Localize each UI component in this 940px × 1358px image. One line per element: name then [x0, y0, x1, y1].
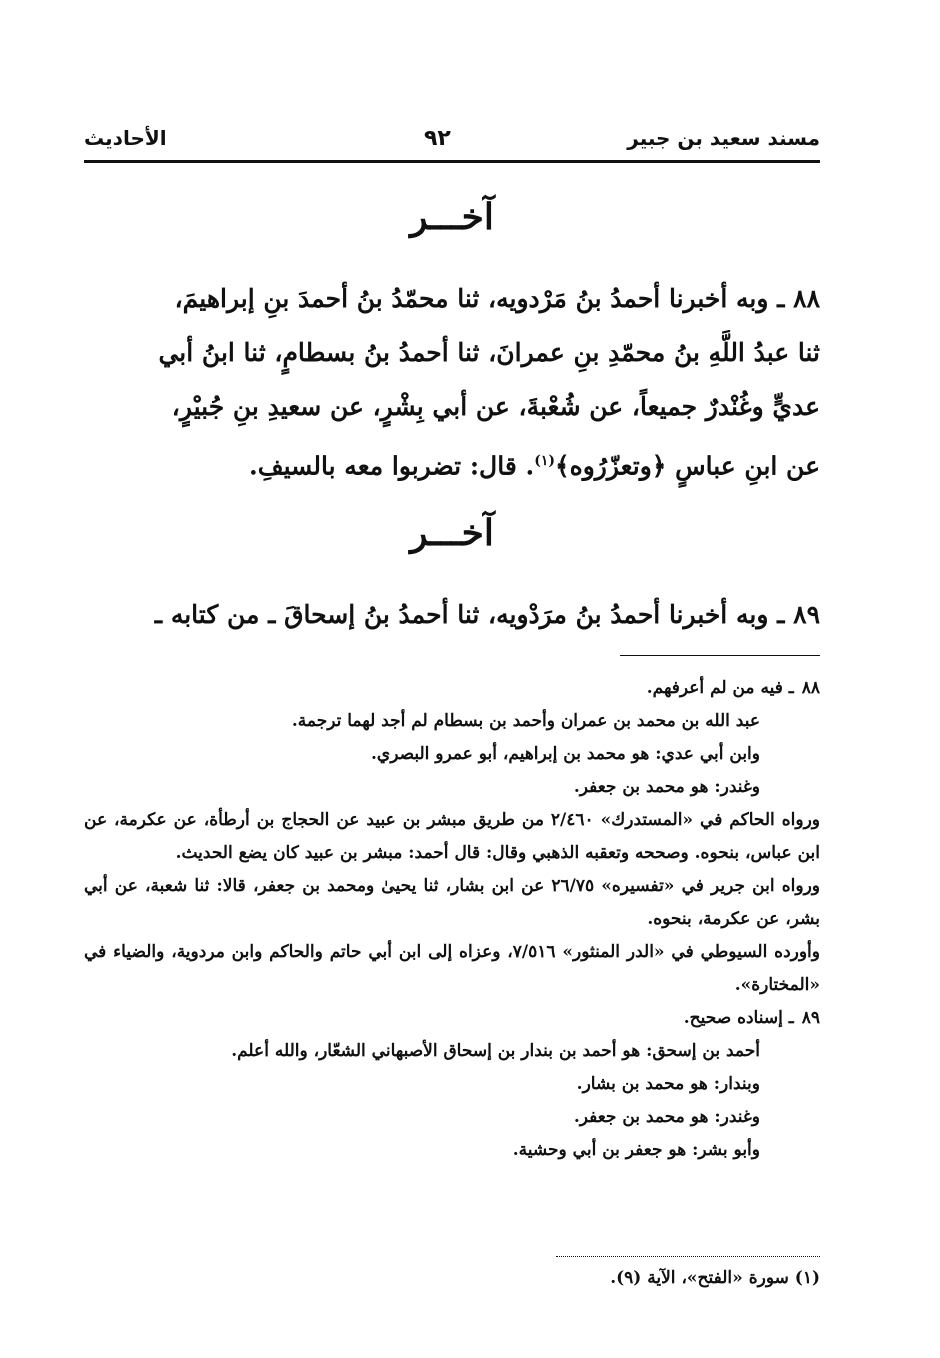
note-line: وابن أبي عدي: هو محمد بن إبراهيم، أبو عمرو البصري. — [370, 744, 760, 764]
note-lead: ـ فيه من لم أعرفهم. — [646, 678, 794, 698]
note-number: ٨٨ — [801, 678, 820, 698]
note-number: ٨٩ — [801, 1008, 820, 1028]
hadith-line: عديٍّ وغُنْدرٌ جميعاً، عن شُعْبةَ، عن أبي بِشْرٍ، عن سعيدِ بنِ جُبيْرٍ، — [171, 392, 820, 421]
hadith-text: . قال: تضربوا معه بالسيفِ. — [248, 451, 535, 481]
footnote-marker: (١) — [534, 453, 555, 469]
note-88-heading — [84, 672, 820, 705]
note-line: وأبو بشر: هو جعفر بن أبي وحشية. — [512, 1140, 760, 1160]
hadith-line: ثنا عبدُ اللَّهِ بنُ محمّدِ بنِ عمرانَ، ثنا أحمدُ بنُ بسطامٍ، ثنا ابنُ أبي — [158, 338, 820, 367]
note-paragraph: وأورده السيوطي في «الدر المنثور» ٧/٥١٦، وعزاه إلى ابن أبي حاتم والحاكم وابن مردوية، والضياء في «المختارة». — [84, 942, 820, 995]
note-paragraph: ورواه ابن جرير في «تفسيره» ٢٦/٧٥ عن ابن بشار، ثنا يحيىٰ ومحمد بن جعفر، قالا: ثنا شعبة، عن أبي بشر، عن عكرمة، بنحوه. — [84, 876, 820, 929]
note-paragraph: ورواه الحاكم في «المستدرك» ٢/٤٦٠ من طريق مبشر بن عبيد عن الحجاج بن أرطأة، عن عكرمة، عن ابن عباس، بنحوه. وصححه وتعقبه الذهبي وقال: قال أحمد: مبشر بن عبيد كان يضع الحديث. — [84, 810, 820, 863]
page-number: ٩٢ — [424, 126, 451, 151]
note-lead: ـ إسناده صحيح. — [683, 1008, 794, 1028]
hadith-line — [84, 434, 820, 493]
section-heading: آخـــر — [410, 196, 494, 238]
footnote: (١) سورة «الفتح»، الآية (٩). — [610, 1268, 820, 1288]
book-title: مسند سعيد بن جبير — [627, 126, 820, 150]
note-line: وغندر: هو محمد بن جعفر. — [573, 777, 760, 797]
hadith-line: ٨٩ ـ وبه أخبرنا أحمدُ بنُ مرَدْويه، ثنا أحمدُ بنُ إسحاقَ ـ من كتابه ـ — [154, 600, 820, 629]
hadith-89 — [84, 588, 820, 642]
header-rule — [84, 160, 820, 163]
running-header — [84, 126, 820, 160]
footnote-rule — [556, 1256, 820, 1257]
note-line: أحمد بن إسحق: هو أحمد بن بندار بن إسحاق الأصبهاني الشعّار، والله أعلم. — [231, 1041, 760, 1061]
note-line: وغندر: هو محمد بن جعفر. — [573, 1107, 760, 1127]
note-line: وبندار: هو محمد بن بشار. — [576, 1074, 760, 1094]
hadith-text: عن ابنِ عباسٍ ﴿وتعزّرُوه﴾ — [554, 451, 820, 481]
commentary-notes — [84, 672, 820, 1167]
section-heading: آخـــر — [410, 512, 494, 554]
note-89-heading — [84, 1002, 820, 1035]
hadith-88 — [84, 272, 820, 493]
section-title: الأحاديث — [84, 126, 167, 150]
note-line: عبد الله بن محمد بن عمران وأحمد بن بسطام لم أجد لهما ترجمة. — [291, 711, 760, 731]
notes-rule — [620, 655, 820, 656]
hadith-line: ٨٨ ـ وبه أخبرنا أحمدُ بنُ مَرْدويه، ثنا محمّدُ بنُ أحمدَ بنِ إبراهيمَ، — [174, 284, 820, 313]
